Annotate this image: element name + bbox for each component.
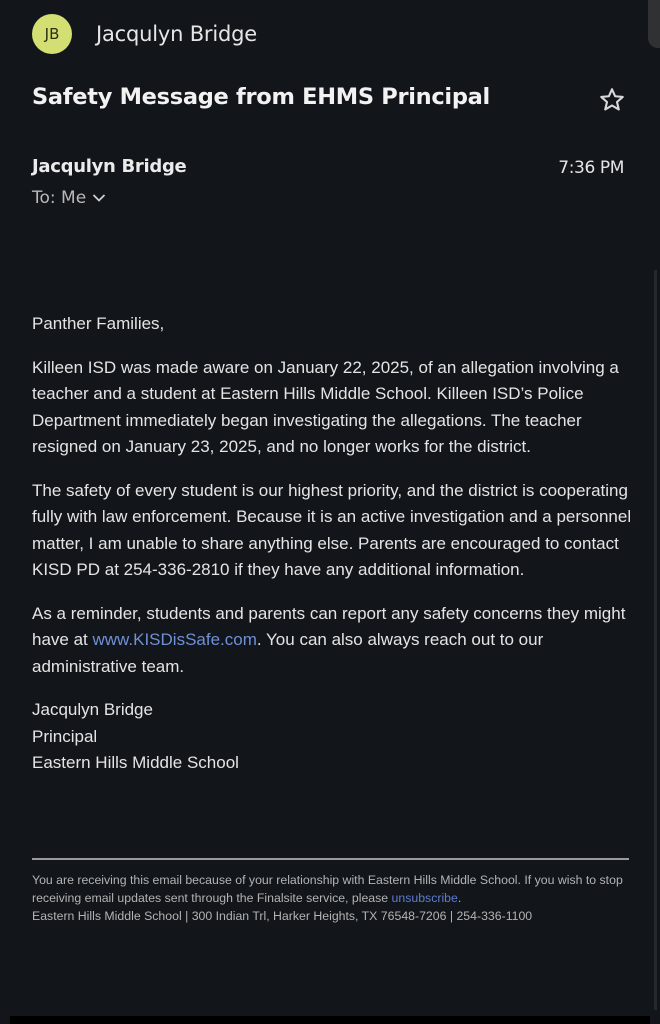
email-body [32, 311, 632, 777]
star-button[interactable] [598, 86, 626, 114]
bottom-bar [10, 1016, 650, 1024]
sender-bar [32, 14, 257, 54]
footer-notice-text: You are receiving this email because of your relationship with Eastern Hills Middle School. If you wish to stop receiving email updates sent through the Finalsite service, please [32, 873, 623, 905]
footer-notice [32, 871, 627, 907]
paragraph-3-text: As a reminder, students and parents can report any safety concerns they might have at [32, 603, 626, 649]
body-paragraph-2: The safety of every student is our highest priority, and the district is cooperating fully with law enforcement. Because it is an active investigation and a personnel matter, I am unable to share anything else. Parents are encouraged to contact KISD PD at 254-336-2810 if they have any additional information. [32, 480, 632, 579]
chevron-down-icon [92, 193, 106, 203]
signature-title: Principal [32, 726, 98, 746]
email-footer [32, 871, 627, 925]
star-outline-icon [598, 86, 626, 114]
footer-divider [32, 858, 629, 860]
unsubscribe-link[interactable]: unsubscribe [391, 891, 458, 905]
email-subject: Safety Message from EHMS Principal [32, 84, 490, 110]
greeting: Panther Families, [32, 314, 165, 333]
body-paragraph-1: Killeen ISD was made aware on January 22, 2025, of an allegation involving a teacher and a student at Eastern Hills Middle School. Killeen ISD’s Police Department immediately began investigating the allegations. The teacher resigned on January 23, 2025, and no longer works for the district. [32, 357, 619, 456]
avatar-initials: JB [44, 25, 60, 43]
content-scrollbar-track[interactable] [654, 270, 657, 1010]
signature [32, 697, 632, 777]
paragraph-3-text-end: . You can also always reach out to our administrative team. [32, 630, 544, 676]
signature-name: Jacqulyn Bridge [32, 700, 153, 719]
kisd-is-safe-link[interactable]: www.KISDisSafe.com [92, 630, 257, 649]
from-name: Jacqulyn Bridge [32, 156, 187, 177]
scrollbar-thumb[interactable] [648, 0, 660, 48]
to-label: To: Me [32, 188, 87, 208]
recipients-toggle[interactable] [32, 188, 106, 208]
sender-display-name: Jacqulyn Bridge [96, 22, 257, 46]
avatar[interactable] [32, 14, 72, 54]
footer-address: Eastern Hills Middle School | 300 Indian Trl, Harker Heights, TX 76548-7206 | 254-336-1100 [32, 909, 533, 923]
signature-school: Eastern Hills Middle School [32, 753, 239, 772]
footer-notice-end: . [457, 891, 462, 905]
email-time: 7:36 PM [558, 158, 624, 178]
body-paragraph-3 [32, 601, 632, 681]
